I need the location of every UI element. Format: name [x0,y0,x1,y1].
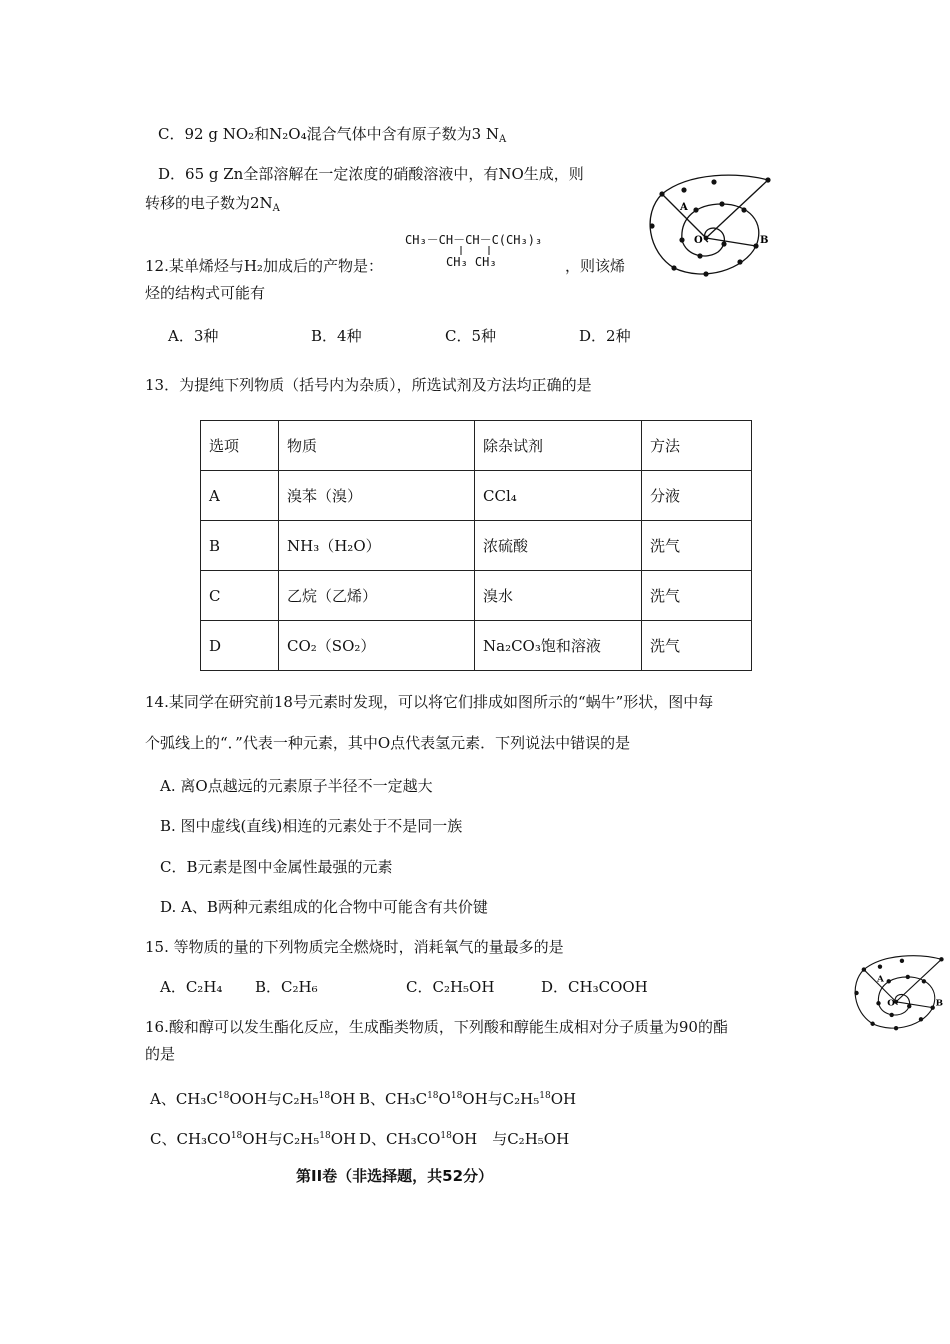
q14-option-b: B. 图中虚线(直线)相连的元素处于不是同一族 [160,817,463,835]
q16-option-d: D、CH₃CO$^{18}$OH 与C₂H₅OH [359,1130,570,1148]
q15-option-d: D．CH₃COOH [541,978,648,996]
diagram-label-o: O [694,235,703,246]
q12-option-a: A．3种 [168,327,219,345]
q12-stem-end: ，则该烯 [565,257,626,275]
q11-option-d: D．65 g Zn全部溶解在一定浓度的硝酸溶液中，有NO生成，则 [158,165,584,183]
q16-option-c: C、CH₃CO$^{18}$OH与C₂H₅$^{18}$OH [150,1130,357,1148]
q13-stem: 13．为提纯下列物质（括号内为杂质），所选试剂及方法均正确的是 [145,376,592,394]
table-row [201,621,752,671]
diagram-label-a: A [877,974,884,985]
q15-option-c: C．C₂H₅OH [406,978,495,996]
q12-stem: 12.某单烯烃与H₂加成后的产物是： [145,257,383,275]
diagram-label-b: B [935,998,944,1009]
table-cell: D [201,621,279,671]
q16-option-b: B、$CH_3C^{18}O^{18}OH$与C₂H₅$^{18}$OH [359,1090,577,1108]
q15-option-a: A．C₂H₄ [160,978,223,996]
table-cell: 洗气 [642,621,752,671]
table-cell: C [201,571,279,621]
q13-table [200,420,752,671]
q12-option-b: B．4种 [311,327,362,345]
table-cell: 洗气 [642,571,752,621]
q16-option-a: A、$CH_3C^{18}OOH$与C₂H₅$^{18}$OH [150,1090,356,1108]
table-header: 物质 [279,421,475,471]
table-row [201,521,752,571]
diagram-label-b: B [760,235,769,246]
table-cell: 分液 [642,471,752,521]
q11-option-c: C．92 g NO₂和N₂O₄混合气体中含有原子数为3 $N_A$ [158,125,507,145]
q12-option-c: C．5种 [445,327,497,345]
snail-diagram-small [850,952,948,1034]
q14-option-d: D. A、B两种元素组成的化合物中可能含有共价键 [160,898,488,916]
table-header: 除杂试剂 [475,421,642,471]
table-header: 方法 [642,421,752,471]
table-cell: Na₂CO₃饱和溶液 [475,621,642,671]
q12-formula-top: CH₃－CH－CH－C(CH₃)₃ [405,233,543,247]
table-header-row [201,421,752,471]
table-cell: CO₂（SO₂） [279,621,475,671]
table-row [201,471,752,521]
diagram-label-a: A [680,202,688,213]
q12-formula-bottom: CH₃ CH₃ [446,255,497,269]
q14-stem: 14.某同学在研究前18号元素时发现，可以将它们排成如图所示的“蜗牛”形状，图中每 [145,693,714,711]
q16-stem-cont: 的是 [145,1045,176,1063]
table-cell: 溴水 [475,571,642,621]
table-cell: 洗气 [642,521,752,571]
q14-stem-cont: 个弧线上的“．”代表一种元素，其中O点代表氢元素．下列说法中错误的是 [145,734,631,752]
q15-option-b: B．C₂H₆ [255,978,318,996]
table-cell: NH₃（H₂O） [279,521,475,571]
snail-diagram [644,170,776,282]
section-title: 第II卷（非选择题，共52分） [296,1167,494,1185]
table-cell: 浓硫酸 [475,521,642,571]
q12-option-d: D．2种 [579,327,631,345]
table-cell: 溴苯（溴） [279,471,475,521]
q12-stem-cont: 烃的结构式可能有 [145,284,266,302]
q16-stem: 16.酸和醇可以发生酯化反应，生成酯类物质，下列酸和醇能生成相对分子质量为90的酯 [145,1018,728,1036]
table-header: 选项 [201,421,279,471]
q15-stem: 15. 等物质的量的下列物质完全燃烧时，消耗氧气的量最多的是 [145,938,564,956]
table-row [201,571,752,621]
table-cell: A [201,471,279,521]
q11-option-d-cont: 转移的电子数为$2N_A$ [145,194,280,214]
q14-option-a: A. 离O点越远的元素原子半径不一定越大 [160,777,433,795]
q14-option-c: C．B元素是图中金属性最强的元素 [160,858,393,876]
diagram-label-o: O [887,998,895,1009]
table-cell: B [201,521,279,571]
table-cell: 乙烷（乙烯） [279,571,475,621]
table-cell: CCl₄ [475,471,642,521]
